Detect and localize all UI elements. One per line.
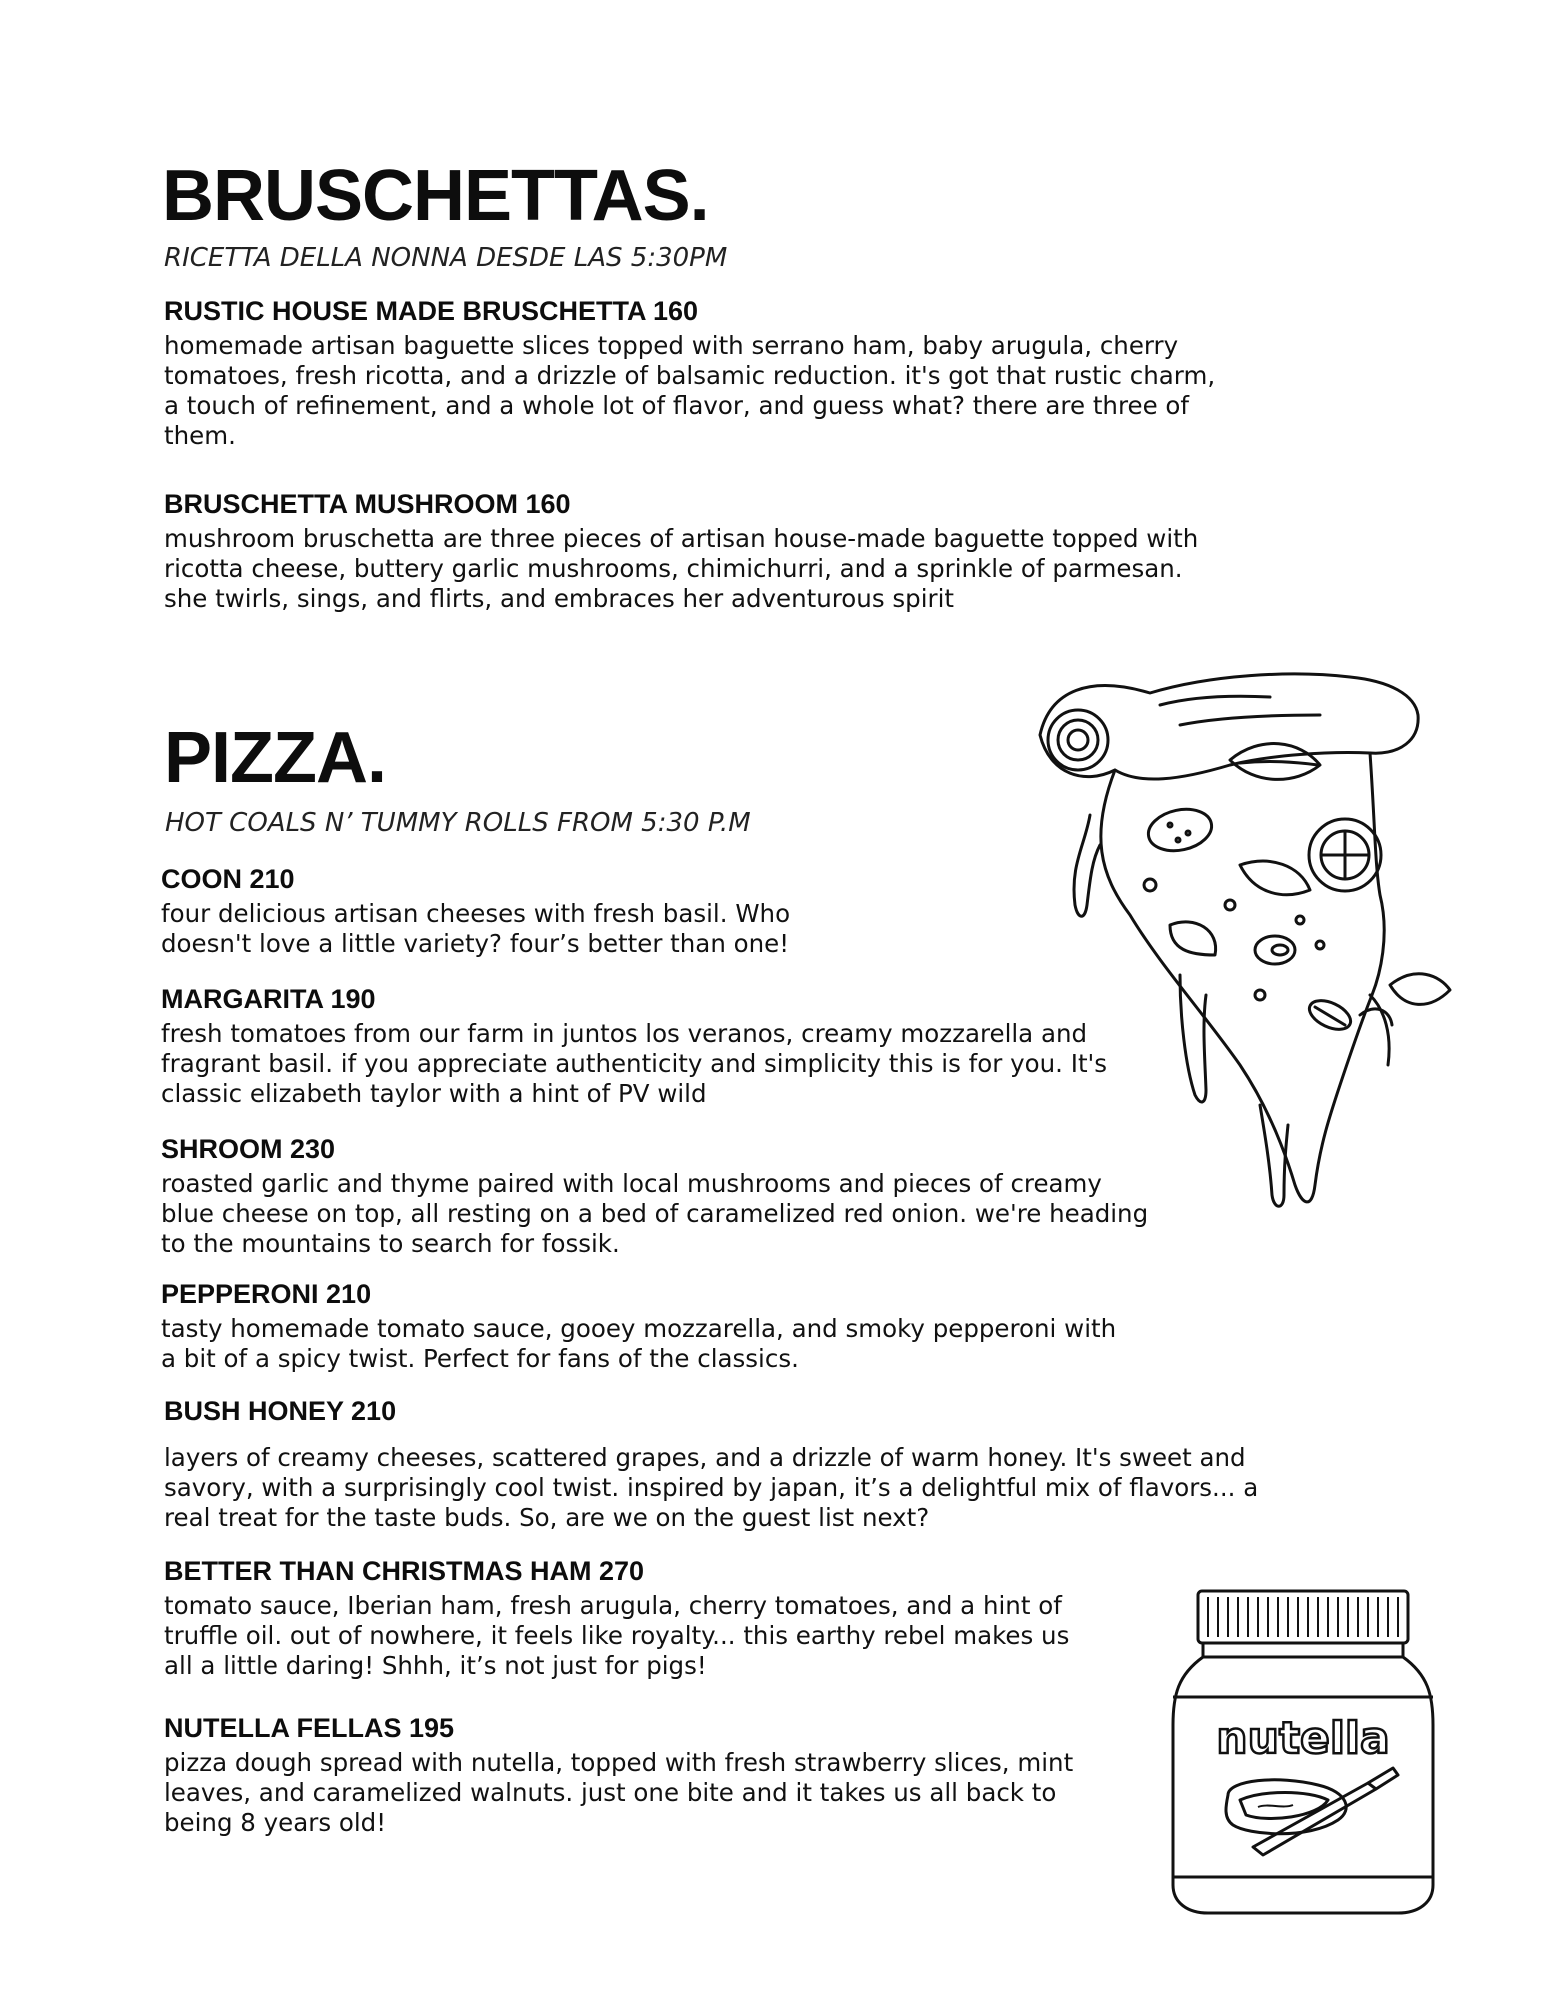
menu-item-rustic-bruschetta [164,295,1224,451]
pizza-subtitle: HOT COALS N’ TUMMY ROLLS FROM 5:30 P.M [165,808,751,838]
menu-item-pepperoni [161,1278,1121,1374]
menu-item-title: BUSH HONEY 210 [164,1396,397,1426]
nutella-jar-icon [1168,1585,1438,1920]
menu-item-bruschetta-mushroom [164,488,1224,614]
menu-item-title: BETTER THAN CHRISTMAS HAM 270 [164,1556,645,1586]
menu-item-christmas-ham [164,1555,1074,1681]
menu-item-title: BRUSCHETTA MUSHROOM 160 [164,489,571,519]
menu-item-description: roasted garlic and thyme paired with local mushrooms and pieces of creamy blue cheese on top, all resting on a bed of caramelized red onion. we're heading to the mountains to search for fossik. [161,1169,1149,1258]
menu-item-title: NUTELLA FELLAS 195 [164,1713,455,1743]
menu-item-description: mushroom bruschetta are three pieces of artisan house-made baguette topped with ricotta cheese, buttery garlic mushrooms, chimichurri, and a sprinkle of parmesan. she twirls, sings, and flirts, and embraces her adventurous spirit [164,524,1199,613]
menu-item-title: PEPPERONI 210 [161,1279,372,1309]
jar-label-text: nutella [1216,1713,1390,1764]
menu-item-nutella-fellas [164,1712,1084,1838]
menu-item-title: SHROOM 230 [161,1134,336,1164]
menu-item-description: pizza dough spread with nutella, topped with fresh strawberry slices, mint leaves, and caramelized walnuts. just one bite and it takes us all back to being 8 years old! [164,1748,1074,1837]
menu-item-title: COON 210 [161,864,295,894]
menu-item-description: tasty homemade tomato sauce, gooey mozzarella, and smoky pepperoni with a bit of a spicy twist. Perfect for fans of the classics. [161,1314,1117,1373]
menu-item-shroom [161,1133,1151,1259]
menu-item-description: homemade artisan baguette slices topped with serrano ham, baby arugula, cherry tomatoes, fresh ricotta, and a drizzle of balsamic reduction. it's got that rustic charm, a touch of refinement, and a whole lot of flavor, and guess what? there are three of them. [164,331,1216,450]
menu-item-description: tomato sauce, Iberian ham, fresh arugula, cherry tomatoes, and a hint of truffle oil. out of nowhere, it feels like royalty... this earthy rebel makes us all a little daring! Shhh, it’s not just for pigs! [164,1591,1070,1680]
menu-item-title: RUSTIC HOUSE MADE BRUSCHETTA 160 [164,296,699,326]
menu-item-description: four delicious artisan cheeses with fresh basil. Who doesn't love a little variety? four’s better than one! [161,899,791,958]
menu-item-margarita [161,983,1171,1109]
menu-item-coon [161,863,841,959]
bruschettas-title: BRUSCHETTAS. [162,156,709,236]
menu-item-bush-honey [164,1395,1264,1533]
pizza-title: PIZZA. [164,718,386,798]
bruschettas-subtitle: RICETTA DELLA NONNA DESDE LAS 5:30PM [164,243,728,273]
menu-item-description: fresh tomatoes from our farm in juntos los veranos, creamy mozzarella and fragrant basil. if you appreciate authenticity and simplicity this is for you. It's classic elizabeth taylor with a hint of PV wild [161,1019,1108,1108]
menu-item-description: layers of creamy cheeses, scattered grapes, and a drizzle of warm honey. It's sweet and savory, with a surprisingly cool twist. inspired by japan, it’s a delightful mix of flavors... a real treat for the taste buds. So, are we on the guest list next? [164,1443,1259,1532]
pizza-slice-icon [1030,665,1460,1225]
menu-item-title: MARGARITA 190 [161,984,376,1014]
